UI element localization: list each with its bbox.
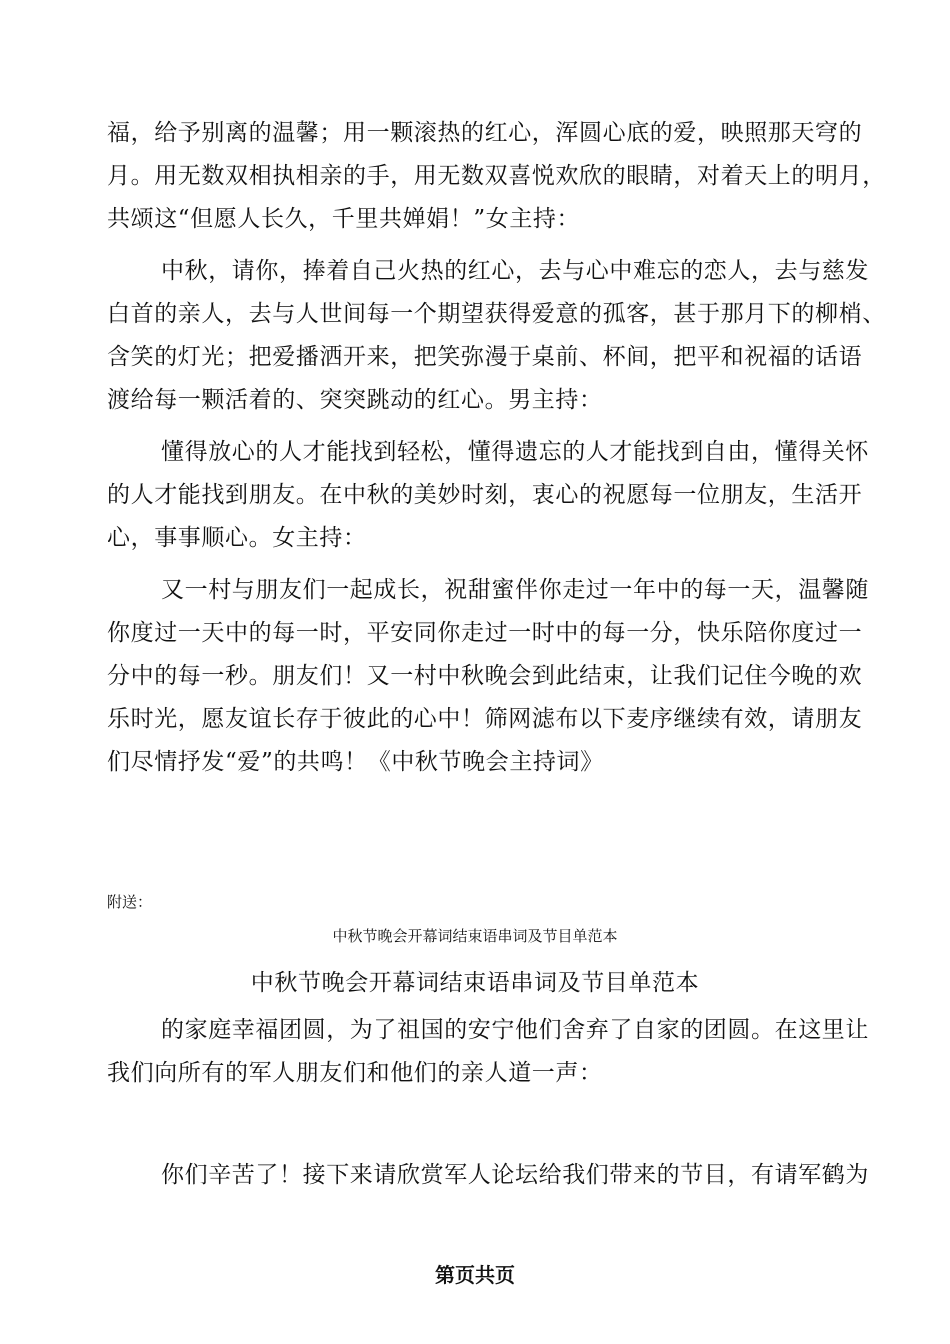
body-line: 白首的亲人，去与人世间每一个期望获得爱意的孤客，甚于那月下的柳梢、 [107, 301, 886, 327]
body-line: 的人才能找到朋友。在中秋的美妙时刻，衷心的祝愿每一位朋友，生活开 [107, 482, 863, 508]
paragraph-start: 懂得放心的人才能找到轻松，懂得遗忘的人才能找到自由，懂得关怀 [161, 439, 869, 465]
body-line: 分中的每一秒。朋友们！又一村中秋晚会到此结束，让我们记住今晚的欢 [107, 663, 863, 689]
appendix-line: 我们向所有的军人朋友们和他们的亲人道一声： [107, 1060, 603, 1086]
body-line: 福，给予别离的温馨；用一颗滚热的红心，浑圆心底的爱，映照那天穹的 [107, 120, 863, 146]
body-line: 月。用无数双相执相亲的手，用无数双喜悦欢欣的眼睛，对着天上的明月， [107, 163, 886, 189]
appendix-line: 你们辛苦了！接下来请欣赏军人论坛给我们带来的节目，有请军鹤为 [161, 1162, 869, 1188]
body-line: 含笑的灯光；把爱播洒开来，把笑弥漫于桌前、杯间，把平和祝福的话语 [107, 344, 863, 370]
body-line: 心，事事顺心。女主持： [107, 525, 367, 551]
body-line: 你度过一天中的每一时，平安同你走过一时中的每一分，快乐陪你度过一 [107, 620, 863, 646]
body-line: 们尽情抒发“爱”的共鸣！《中秋节晚会主持词》 [107, 749, 604, 775]
body-line: 渡给每一颗活着的、突突跳动的红心。男主持： [107, 387, 603, 413]
body-line: 共颂这“但愿人长久，千里共婵娟！”女主持： [107, 206, 581, 232]
appendix-small-title: 中秋节晚会开幕词结束语串词及节目单范本 [332, 927, 618, 945]
appendix-label: 附送： [107, 893, 153, 911]
page-footer: 第页共页 [435, 1263, 515, 1287]
appendix-line: 的家庭幸福团圆，为了祖国的安宁他们舍弃了自家的团圆。在这里让 [161, 1017, 869, 1043]
body-line: 乐时光，愿友谊长存于彼此的心中！筛网滤布以下麦序继续有效，请朋友 [107, 706, 863, 732]
paragraph-start: 中秋，请你，捧着自己火热的红心，去与心中难忘的恋人，去与慈发 [161, 258, 869, 284]
appendix-title: 中秋节晚会开幕词结束语串词及节目单范本 [250, 970, 700, 996]
paragraph-start: 又一村与朋友们一起成长，祝甜蜜伴你走过一年中的每一天，温馨随 [161, 577, 869, 603]
